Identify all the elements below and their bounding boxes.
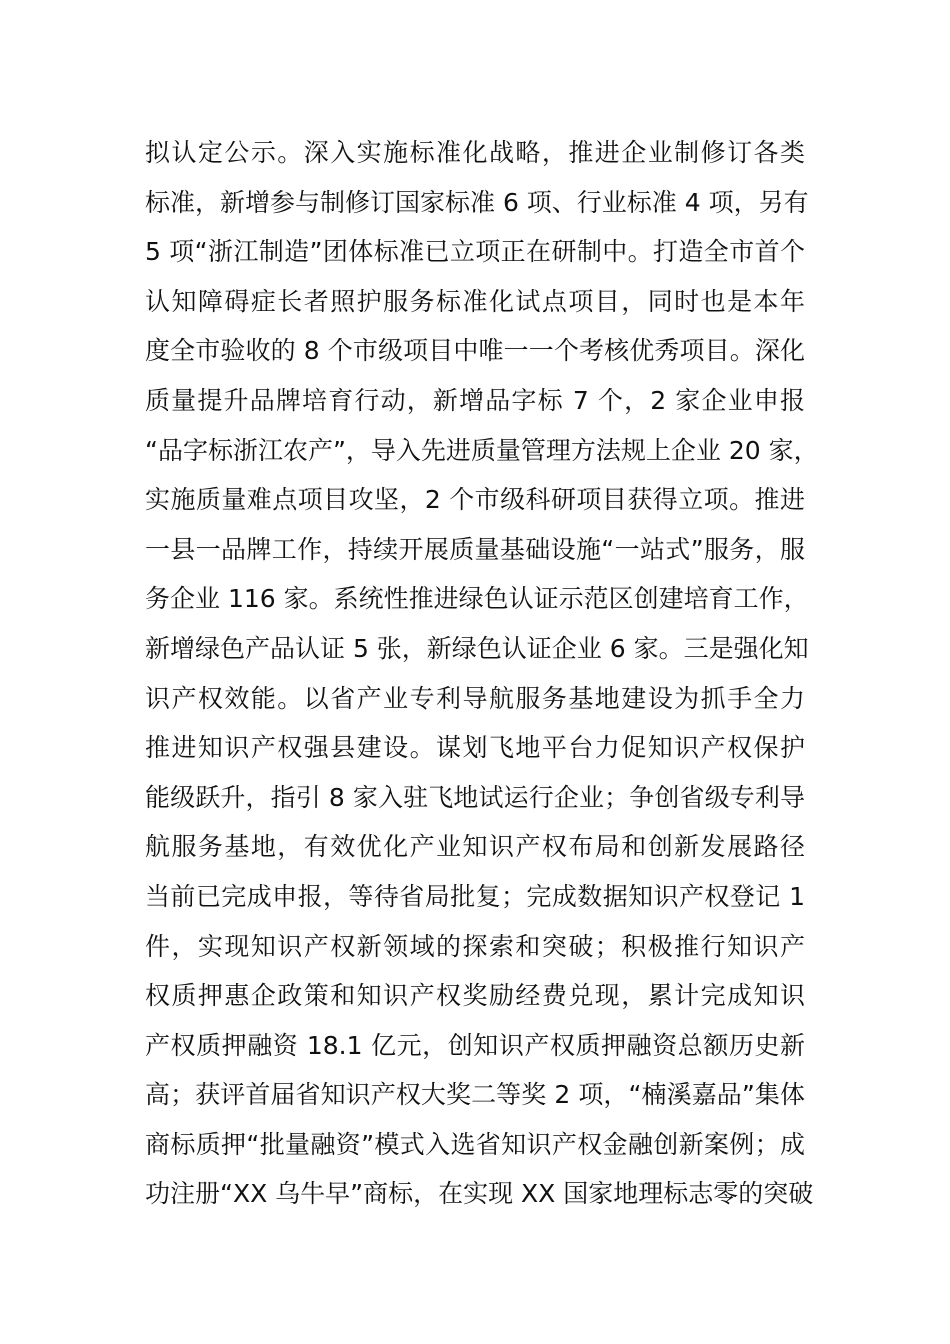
text-line: 新增绿色产品认证 5 张，新绿色认证企业 6 家。三是强化知 (145, 633, 809, 663)
text-line: 识产权效能。以省产业专利导航服务基地建设为抓手全力 (145, 683, 805, 713)
text-line: 产权质押融资 18.1 亿元，创知识产权质押融资总额历史新 (145, 1030, 805, 1060)
text-line: 认知障碍症长者照护服务标准化试点项目，同时也是本年 (145, 286, 805, 316)
text-line: “品字标浙江农产”，导入先进质量管理方法规上企业 20 家， (145, 435, 819, 465)
text-line: 实施质量难点项目攻坚，2 个市级科研项目获得立项。推进 (145, 485, 805, 515)
text-line: 5 项“浙江制造”团体标准已立项正在研制中。打造全市首个 (145, 237, 805, 267)
text-line: 权质押惠企政策和知识产权奖励经费兑现，累计完成知识 (145, 981, 805, 1011)
text-line: 推进知识产权强县建设。谋划飞地平台力促知识产权保护 (145, 733, 805, 763)
text-line: 航服务基地，有效优化产业知识产权布局和创新发展路径 (145, 832, 805, 862)
text-line: 高；获评首届省知识产权大奖二等奖 2 项，“楠溪嘉品”集体 (145, 1080, 805, 1110)
document-body (145, 128, 819, 1219)
text-line: 度全市验收的 8 个市级项目中唯一一个考核优秀项目。深化 (145, 336, 805, 366)
text-line: 能级跃升，指引 8 家入驻飞地试运行企业；争创省级专利导 (145, 782, 805, 812)
text-line: 质量提升品牌培育行动，新增品字标 7 个，2 家企业申报 (145, 385, 805, 415)
text-line: 件，实现知识产权新领域的探索和突破；积极推行知识产 (145, 931, 805, 961)
text-line: 务企业 116 家。系统性推进绿色认证示范区创建培育工作， (145, 584, 809, 614)
text-line: 拟认定公示。深入实施标准化战略，推进企业制修订各类 (145, 138, 805, 167)
text-line: 一县一品牌工作，持续开展质量基础设施“一站式”服务，服 (145, 534, 805, 564)
text-line: 功注册“XX 乌牛早”商标，在实现 XX 国家地理标志零的突破 (145, 1179, 814, 1209)
text-line: 标准，新增参与制修订国家标准 6 项、行业标准 4 项，另有 (145, 187, 809, 217)
text-line: 当前已完成申报，等待省局批复；完成数据知识产权登记 1 (145, 881, 805, 911)
text-line: 商标质押“批量融资”模式入选省知识产权金融创新案例；成 (145, 1129, 805, 1159)
